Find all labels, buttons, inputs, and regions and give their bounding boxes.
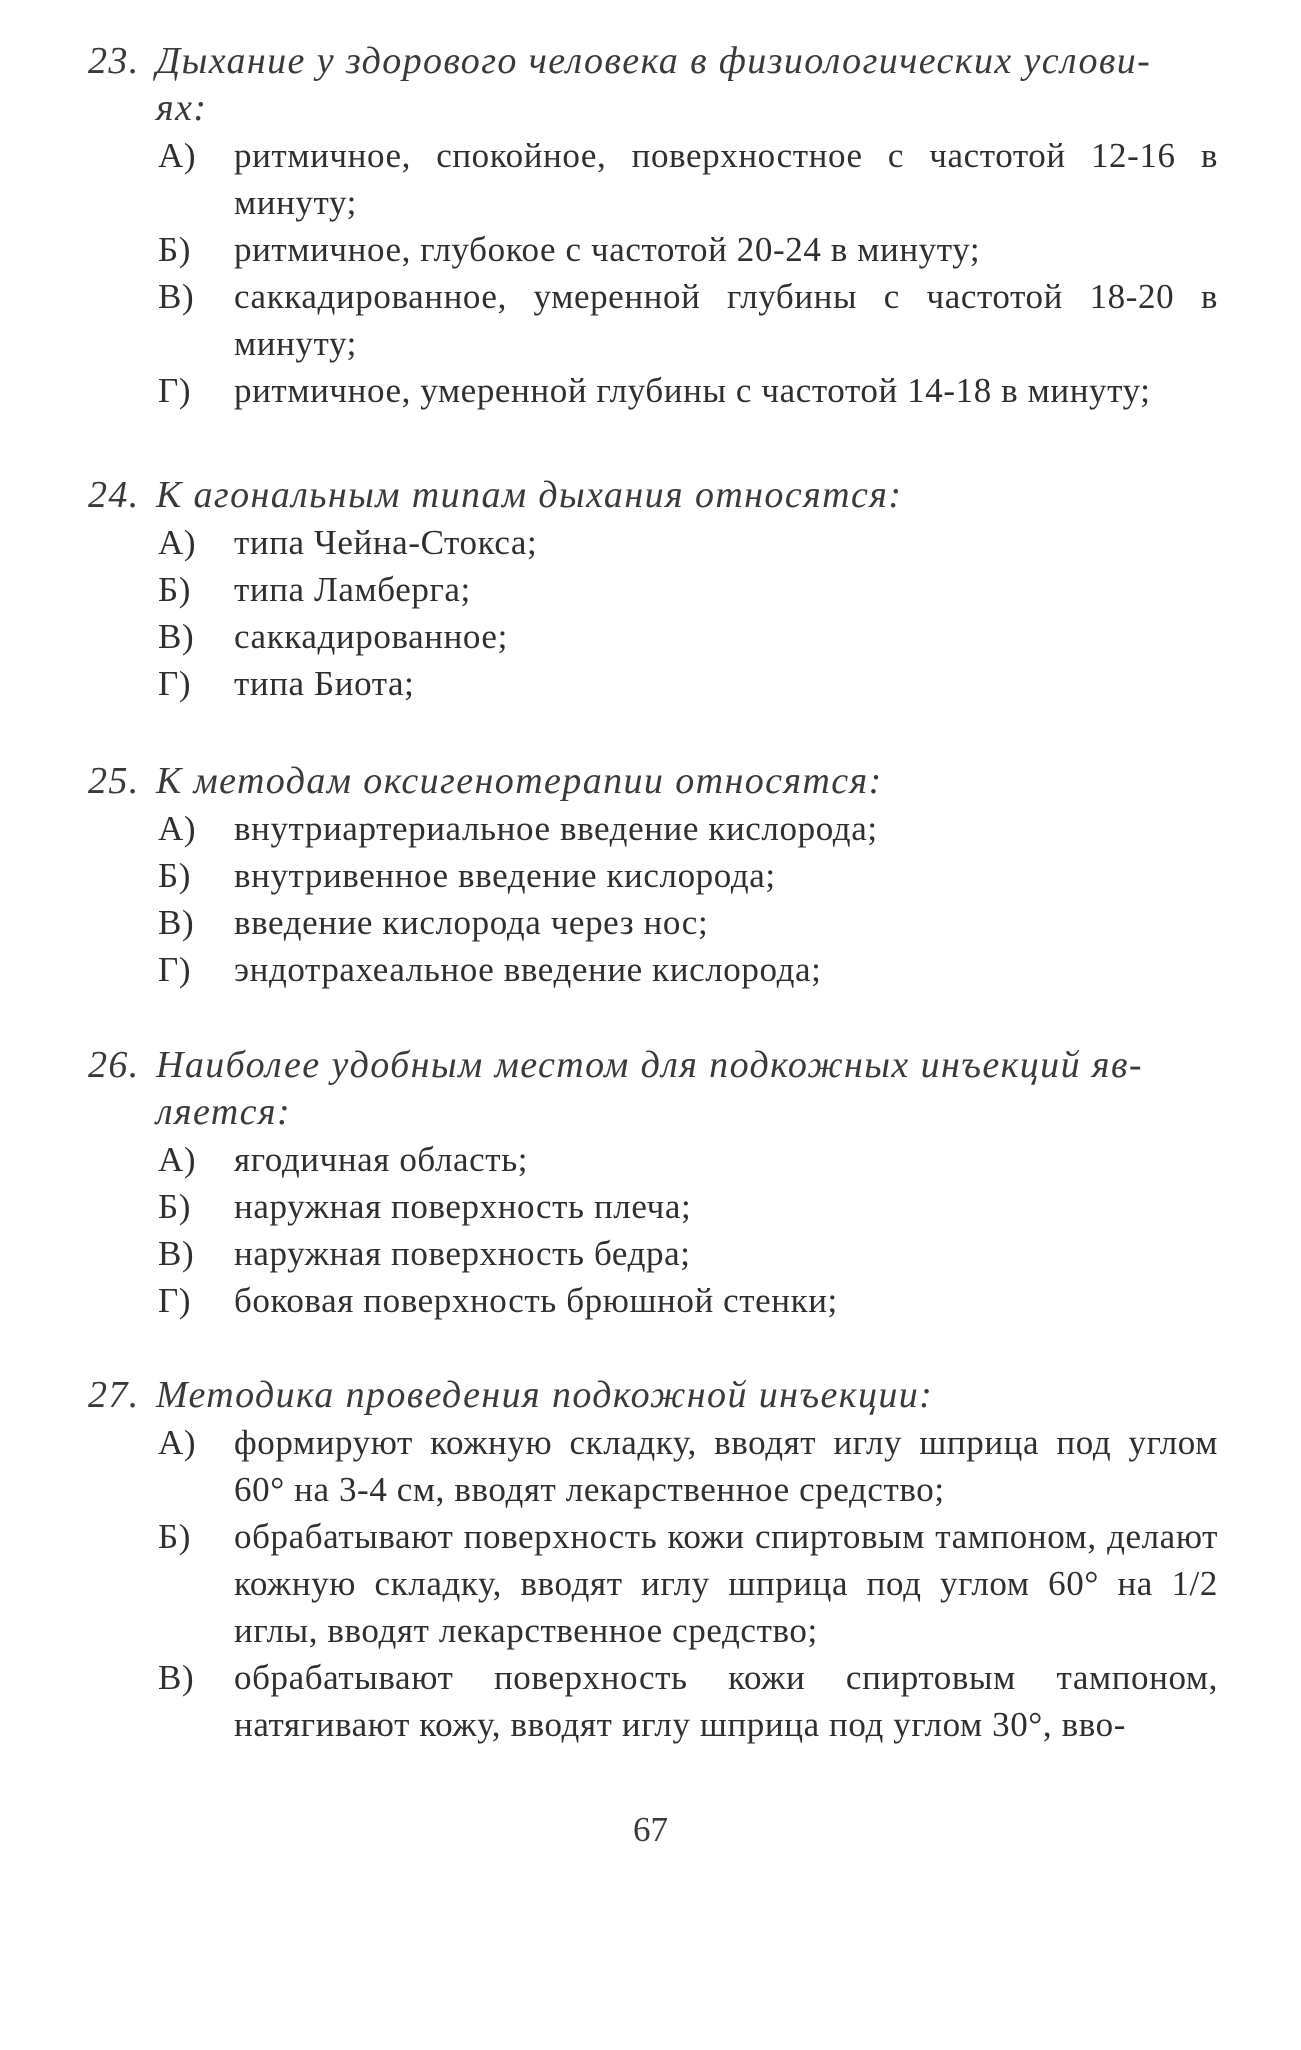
question-27 — [88, 1372, 1218, 1748]
question-number: 23. — [88, 40, 140, 82]
answer-option — [88, 946, 1218, 993]
question-23 — [88, 38, 1218, 414]
answer-option — [88, 519, 1218, 566]
question-24 — [88, 472, 1218, 707]
answer-options — [88, 132, 1218, 414]
option-letter: Б) — [158, 856, 191, 895]
answer-option — [88, 273, 1218, 367]
question-title — [88, 1372, 1218, 1419]
answer-option — [88, 613, 1218, 660]
answer-option — [88, 566, 1218, 613]
option-text: введение кислорода через нос; — [234, 903, 709, 942]
answer-option — [88, 1419, 1218, 1513]
option-letter: Г) — [158, 664, 192, 703]
option-letter: В) — [158, 903, 195, 942]
question-title — [88, 1042, 1218, 1136]
answer-options — [88, 805, 1218, 993]
option-letter: В) — [158, 617, 195, 656]
option-letter: А) — [158, 1423, 197, 1462]
answer-option — [88, 367, 1218, 414]
question-title-line1: Дыхание у здорового человека в физиологических услови- — [156, 40, 1152, 82]
answer-option — [88, 1183, 1218, 1230]
page-number: 67 — [633, 1810, 668, 1849]
question-title — [88, 472, 1218, 519]
question-title-line1: Наиболее удобным местом для подкожных инъекций яв- — [156, 1044, 1143, 1086]
answer-option — [88, 1277, 1218, 1324]
question-title-line2: ях: — [156, 87, 208, 129]
answer-option — [88, 1654, 1218, 1748]
option-letter: Г) — [158, 371, 192, 410]
question-title-line1: К методам оксигенотерапии относятся: — [156, 760, 883, 802]
answer-options — [88, 519, 1218, 707]
option-text: эндотрахеальное введение кислорода; — [234, 950, 822, 989]
option-text: ритмичное, глубокое с частотой 20-24 в минуту; — [234, 230, 981, 269]
option-text: обрабатывают поверхность кожи спиртовым тампоном, делают кожную складку, вводят иглу шприца под углом 60° на 1/2 иглы, вводят лекарственное средство; — [234, 1517, 1218, 1650]
answer-option — [88, 899, 1218, 946]
option-text: типа Чейна-Стокса; — [234, 523, 538, 562]
answer-option — [88, 1230, 1218, 1277]
option-letter: А) — [158, 136, 197, 175]
option-text: типа Ламберга; — [234, 570, 471, 609]
option-letter: А) — [158, 809, 197, 848]
option-letter: Г) — [158, 1281, 192, 1320]
option-text: ритмичное, умеренной глубины с частотой 14-18 в минуту; — [234, 371, 1151, 410]
question-number: 27. — [88, 1374, 140, 1416]
option-text: боковая поверхность брюшной стенки; — [234, 1281, 838, 1320]
option-text: ягодичная область; — [234, 1140, 529, 1179]
option-text: обрабатывают поверхность кожи спиртовым тампоном, натягивают кожу, вводят иглу шприца под углом 30°, вво- — [234, 1658, 1218, 1744]
question-number: 26. — [88, 1044, 140, 1086]
option-letter: Г) — [158, 950, 192, 989]
question-title — [88, 758, 1218, 805]
option-letter: Б) — [158, 230, 191, 269]
question-title — [88, 38, 1218, 132]
answer-option — [88, 226, 1218, 273]
answer-options — [88, 1136, 1218, 1324]
option-letter: Б) — [158, 1517, 191, 1556]
option-letter: А) — [158, 523, 197, 562]
option-letter: Б) — [158, 1187, 191, 1226]
answer-option — [88, 805, 1218, 852]
answer-option — [88, 660, 1218, 707]
question-title-line1: Методика проведения подкожной инъекции: — [156, 1374, 934, 1416]
option-text: формируют кожную складку, вводят иглу шприца под углом 60° на 3-4 см, вводят лекарственное средство; — [234, 1423, 1218, 1509]
option-text: саккадированное, умеренной глубины с частотой 18-20 в минуту; — [234, 277, 1218, 363]
question-number: 25. — [88, 760, 140, 802]
option-text: ритмичное, спокойное, поверхностное с частотой 12-16 в минуту; — [234, 136, 1218, 222]
answer-option — [88, 852, 1218, 899]
question-25 — [88, 758, 1218, 993]
option-letter: В) — [158, 1234, 195, 1273]
question-26 — [88, 1042, 1218, 1324]
option-text: саккадированное; — [234, 617, 508, 656]
option-letter: А) — [158, 1140, 197, 1179]
answer-option — [88, 132, 1218, 226]
option-letter: Б) — [158, 570, 191, 609]
option-text: наружная поверхность плеча; — [234, 1187, 692, 1226]
option-text: наружная поверхность бедра; — [234, 1234, 691, 1273]
question-title-line2: ляется: — [156, 1091, 292, 1133]
option-letter: В) — [158, 277, 195, 316]
answer-option — [88, 1136, 1218, 1183]
option-text: внутриартериальное введение кислорода; — [234, 809, 878, 848]
question-title-line1: К агональным типам дыхания относятся: — [156, 474, 903, 516]
option-text: внутривенное введение кислорода; — [234, 856, 776, 895]
answer-options — [88, 1419, 1218, 1748]
answer-option — [88, 1513, 1218, 1654]
question-number: 24. — [88, 474, 140, 516]
option-letter: В) — [158, 1658, 195, 1697]
option-text: типа Биота; — [234, 664, 415, 703]
